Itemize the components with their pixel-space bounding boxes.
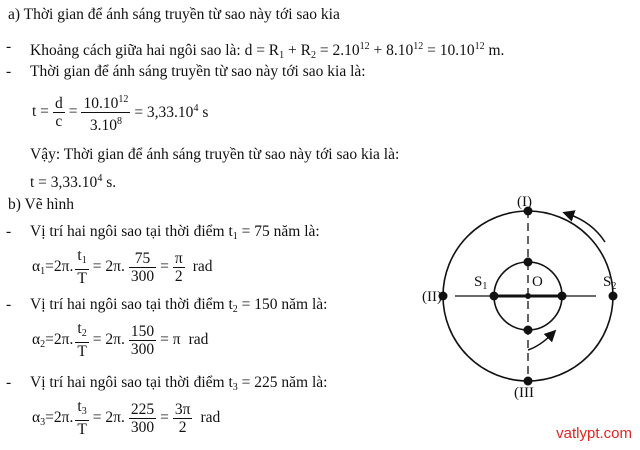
bullet: -	[6, 374, 12, 391]
position-line-1: Vị trí hai ngôi sao tại thời điểm $t_1 = 75$ năm là:	[30, 223, 320, 242]
position-line-2: Vị trí hai ngôi sao tại thời điểm $t_2 = 150$ năm là:	[30, 296, 328, 315]
star-inner-bottom	[524, 326, 533, 335]
bullet: -	[6, 63, 12, 80]
star-inner-left	[490, 292, 499, 301]
bullet: -	[6, 38, 12, 55]
label-s2: $S_2$	[603, 274, 617, 292]
time-line: Thời gian để ánh sáng truyền từ sao này tới sao kia là:	[30, 63, 366, 80]
label-position-II: (II)	[422, 289, 442, 305]
label-s1: $S_1$	[474, 274, 488, 292]
distance-line: Khoảng cách giữa hai ngôi sao là: $d = R_1 + R_2 = 2.10^{12} + 8.10^{12} = 10.10^{12}$ m.	[30, 41, 505, 61]
part-a-heading: a) Thời gian để ánh sáng truyền từ sao này tới sao kia	[8, 6, 340, 23]
bullet: -	[6, 223, 12, 240]
center-point	[525, 293, 531, 299]
star-inner-right	[558, 292, 567, 301]
watermark: vatlypt.com	[556, 425, 632, 442]
alpha-formula-1: $\alpha_1$ =2π. $\frac{t_1}{T}$ = 2π. $\frac{75}{300}$ = $\frac{\pi}{2}$ rad	[32, 247, 213, 287]
conclusion-value: $t = 3,33.10^4$ s.	[30, 173, 117, 191]
part-b-heading: b) Vẽ hình	[8, 196, 75, 213]
label-center-o: O	[532, 274, 543, 290]
time-formula: t = $\frac{d}{c}$ = $\frac{10.10^{12}}{3.10^8}$ = $3,33.10^4$ s	[32, 93, 209, 134]
label-position-III: (III	[514, 385, 534, 401]
position-line-3: Vị trí hai ngôi sao tại thời điểm $t_3 = 225$ năm là:	[30, 374, 328, 393]
conclusion: Vậy: Thời gian để ánh sáng truyền từ sao này tới sao kia là:	[30, 146, 400, 163]
star-inner-top	[524, 258, 533, 267]
alpha-formula-3: $\alpha_3$ =2π. $\frac{t_3}{T}$ = 2π. $\frac{225}{300}$ = $\frac{3\pi}{2}$ rad	[32, 398, 221, 438]
bullet: -	[6, 296, 12, 313]
alpha-formula-2: $\alpha_2$ =2π. $\frac{t_2}{T}$ = 2π. $\frac{150}{300}$ = π rad	[32, 320, 209, 360]
rotation-arrow-inner	[528, 334, 552, 350]
rotation-arrow-outer	[568, 214, 605, 242]
label-position-I: (I)	[517, 194, 532, 210]
